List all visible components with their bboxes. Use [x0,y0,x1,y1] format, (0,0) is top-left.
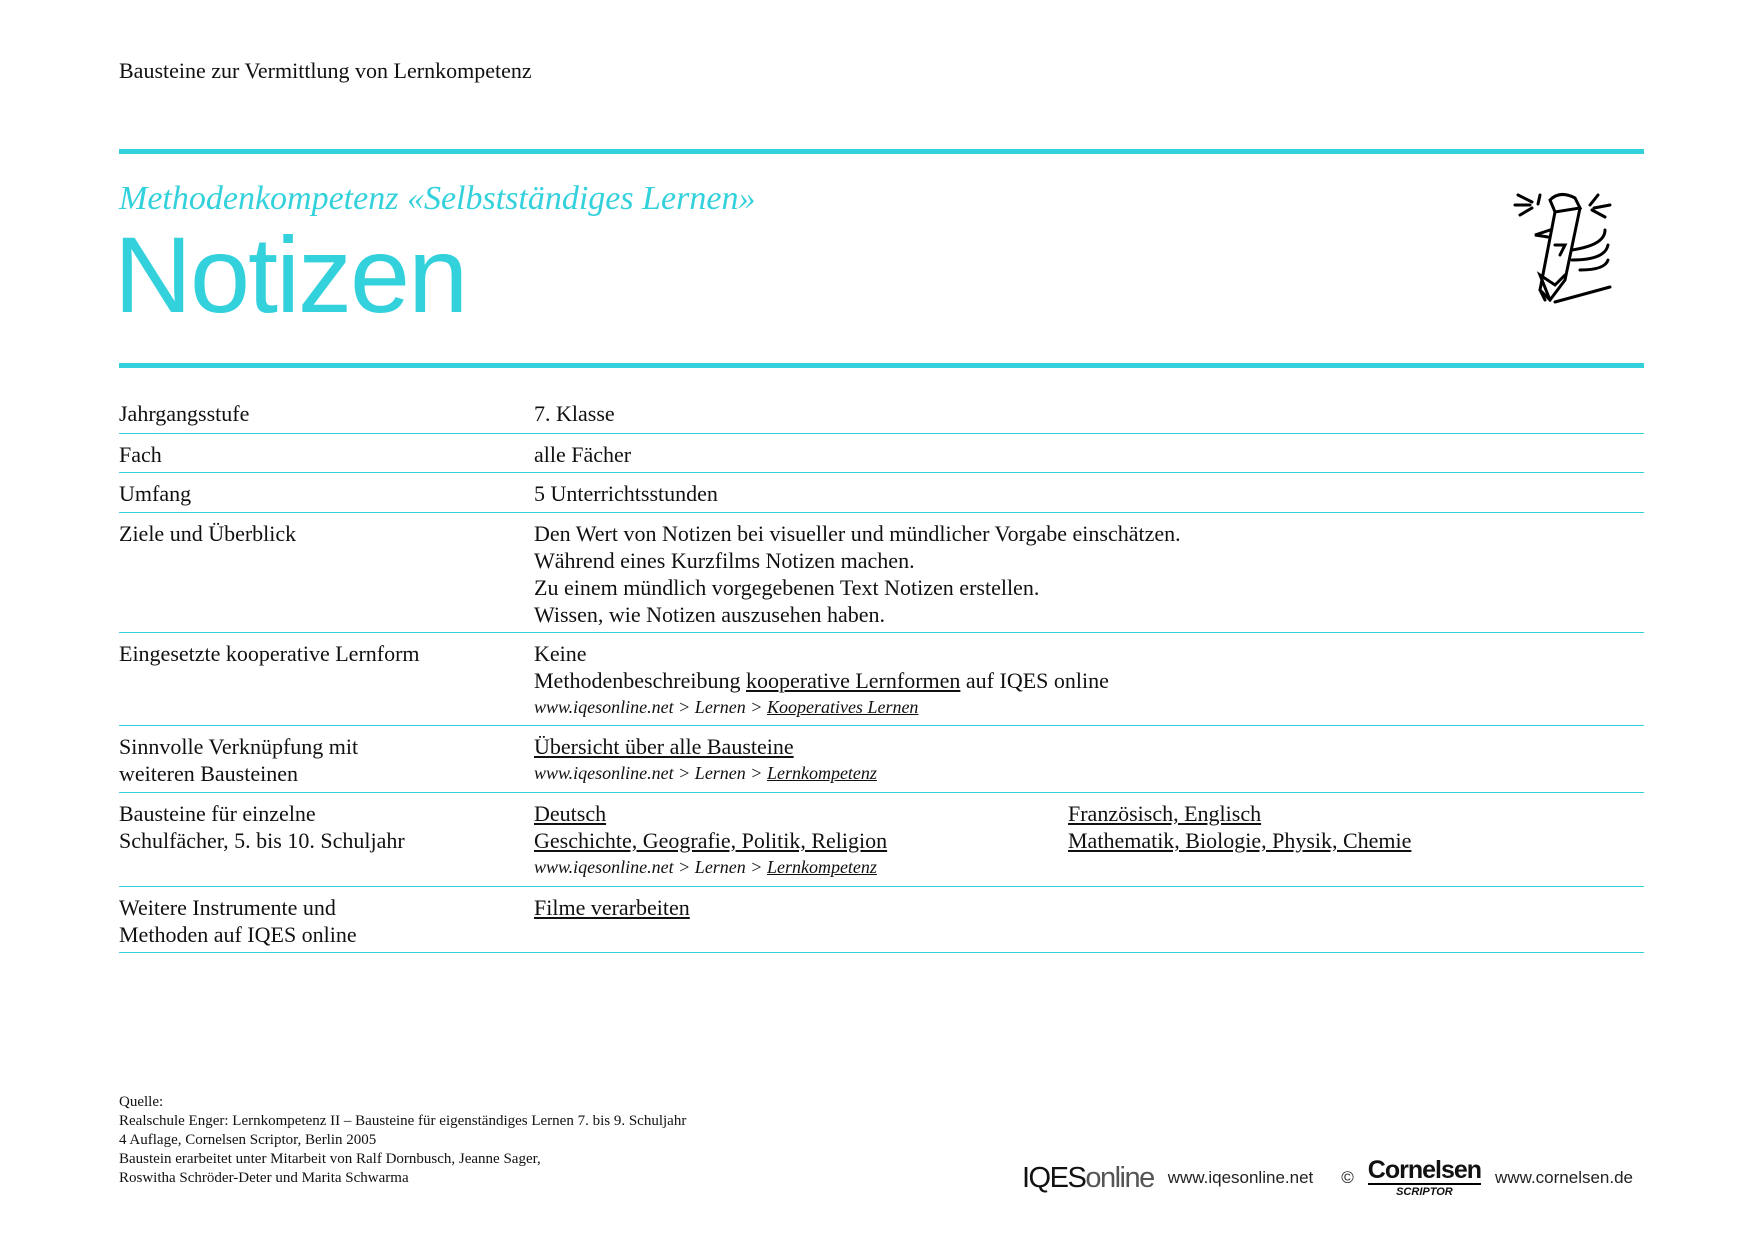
desc-prefix: Methodenbeschreibung [534,668,741,693]
iqes-logo [1022,1162,1154,1195]
lernkompetenz-link[interactable]: Lernkompetenz [766,763,877,783]
subjects-path [534,854,1054,881]
footer-line: Realschule Enger: Lernkompetenz II – Bausteine für eigenständiges Lernen 7. bis 9. Schuljahr [119,1113,687,1129]
footer-logos [1022,1158,1633,1198]
goals-list [534,520,1634,628]
row-label: Jahrgangsstufe [119,401,250,426]
iqes-url[interactable]: www.iqesonline.net [1167,1168,1314,1187]
row-value: alle Fächer [534,442,632,467]
table-row-more [119,887,1644,953]
cornelsen-url[interactable]: www.cornelsen.de [1495,1168,1634,1187]
page-subtitle: Methodenkompetenz «Selbstständiges Lernen» [119,180,756,217]
subject-link-social[interactable]: Geschichte, Geografie, Politik, Religion [534,828,888,853]
table-row-subject [119,434,1644,473]
table-row-subjects [119,793,1644,887]
cornelsen-wordmark: Cornelsen [1367,1156,1482,1184]
row-label [119,894,519,948]
table-row-goals [119,513,1644,633]
subjects-col-1 [534,800,1054,881]
scriptor-wordmark: SCRIPTOR [1396,1186,1453,1198]
source-footer [119,1093,686,1188]
label-line: Methoden auf IQES online [119,922,357,947]
coop-values [534,640,1634,721]
subjects-col-2 [1068,800,1628,854]
page-title: Notizen [114,214,467,335]
label-line: Schulfächer, 5. bis 10. Schuljahr [119,828,405,853]
bottom-divider [119,363,1644,368]
row-value: 7. Klasse [534,401,615,426]
row-label [119,800,519,854]
coop-value: Keine [534,641,587,666]
row-label: Fach [119,442,162,467]
footer-line: Baustein erarbeitet unter Mitarbeit von Ralf Dornbusch, Jeanne Sager, [119,1151,541,1167]
iqes-logo-a: IQES [1022,1161,1086,1194]
path-prefix: www.iqesonline.net > Lernen > [534,857,763,877]
films-link[interactable]: Filme verarbeiten [534,895,690,920]
coop-path [534,694,1634,721]
links-values [534,733,1634,787]
iqes-logo-b: online [1085,1161,1154,1194]
label-line: Sinnvolle Verknüpfung mit [119,734,359,759]
goal-item: Während eines Kurzfilms Notizen machen. [534,548,915,573]
footer-line: Roswitha Schröder-Deter und Marita Schwarma [119,1170,409,1186]
footer-line: 4 Auflage, Cornelsen Scriptor, Berlin 2005 [119,1132,377,1148]
series-header: Bausteine zur Vermittlung von Lernkompetenz [119,58,532,83]
table-row-links [119,726,1644,793]
row-label [119,733,519,787]
row-value: 5 Unterrichtsstunden [534,481,718,506]
lernkompetenz-link[interactable]: Lernkompetenz [766,857,877,877]
label-line: weiteren Bausteinen [119,761,298,786]
table-row-grade [119,400,1644,434]
row-label: Umfang [119,481,192,506]
pencil-mascot-icon [1510,190,1620,315]
coop-path-link[interactable]: Kooperatives Lernen [766,697,919,717]
path-prefix: www.iqesonline.net > Lernen > [534,697,763,717]
top-divider [119,149,1644,154]
cornelsen-logo [1368,1158,1481,1198]
path-prefix: www.iqesonline.net > Lernen > [534,763,763,783]
desc-suffix: auf IQES online [965,668,1109,693]
goal-item: Den Wert von Notizen bei visueller und mündlicher Vorgabe einschätzen. [534,521,1181,546]
row-label: Eingesetzte kooperative Lernform [119,641,420,666]
links-path [534,760,1634,787]
label-line: Bausteine für einzelne [119,801,316,826]
goal-item: Wissen, wie Notizen auszusehen haben. [534,602,886,627]
coop-methods-link[interactable]: kooperative Lernformen [746,668,961,693]
subject-link-languages[interactable]: Französisch, Englisch [1068,801,1262,826]
subject-link-sciences[interactable]: Mathematik, Biologie, Physik, Chemie [1068,828,1412,853]
copyright-symbol: © [1341,1168,1354,1187]
footer-line: Quelle: [119,1094,164,1110]
table-row-scope [119,473,1644,513]
all-modules-link[interactable]: Übersicht über alle Bausteine [534,734,794,759]
table-row-coop [119,633,1644,726]
goal-item: Zu einem mündlich vorgegebenen Text Notizen erstellen. [534,575,1040,600]
subject-link-deutsch[interactable]: Deutsch [534,801,607,826]
row-label: Ziele und Überblick [119,521,297,546]
coop-description [534,667,1634,694]
label-line: Weitere Instrumente und [119,895,336,920]
